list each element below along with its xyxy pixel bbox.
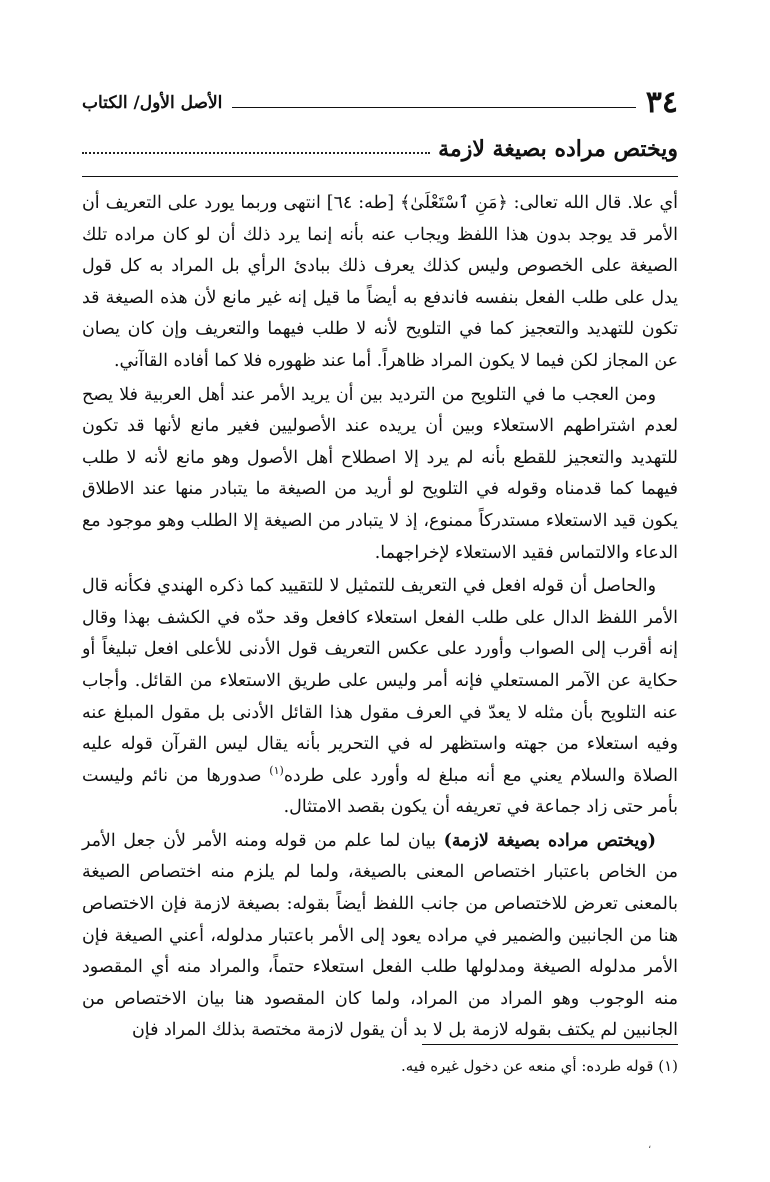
running-header	[82, 85, 678, 120]
header-rule	[232, 107, 635, 108]
main-text	[82, 188, 678, 1049]
paragraph-3-text-a: والحاصل أن قوله افعل في التعريف للتمثيل لا للتقييد كما ذكره الهندي فكأنه قال الأمر اللفظ الدال على طلب الفعل استعلاء كافعل وقد حدّه في الكشف بهذا وقال إنه أقرب إلى الصواب وأورد على عكس التعريف قول الأدنى للأعلى افعل تبليغاً أو حكاية عن الآمر المستعلي فإنه أمر وليس على طريق الاستعلاء من القائل. وأجاب عنه التلويح بأن مثله لا يعدّ في العرف مقول هذا القائل الأدنى بل مقول المبلغ عنه وفيه استعلاء من جهته واستظهر له في التحرير بأنه يقال ليس القرآن قوله عليه الصلاة والسلام يعني مع أنه مبلغ له وأورد على طرده	[82, 576, 678, 786]
dotted-leader	[82, 152, 430, 154]
footnote-reference[interactable]: (١)	[269, 763, 284, 777]
running-title: الأصل الأول/ الكتاب	[82, 93, 223, 113]
inline-lemma: (ويختص مراده بصيغة لازمة)	[443, 830, 656, 851]
page-mark: ،	[648, 1140, 652, 1151]
lemma-text: ويختص مراده بصيغة لازمة	[438, 136, 678, 162]
lemma-header	[82, 136, 678, 162]
paragraph-4	[82, 826, 678, 1047]
footnote: (١) قوله طرده: أي منعه عن دخول غيره فيه.	[401, 1057, 678, 1075]
paragraph-2: ومن العجب ما في التلويح من الترديد بين أن يريد الأمر عند أهل العربية فلا يصح لعدم اشتراطهم الاستعلاء وبين أن يريده عند الأصوليين فغير مانع لأنها قد تكون للتهديد والتعجيز للقطع بأنه لم يرد إلا اصطلاح أهل الأصول وهو مانع لأنه لا طلب فيهما كما قدمناه وقوله في التلويح لو أريد من الصيغة ما يتبادر منها عند الاطلاق يكون قيد الاستعلاء مستدركاً ممنوع، إذ لا يتبادر من الصيغة إلا الطلب وهو موجود مع الدعاء والالتماس فقيد الاستعلاء لإخراجهما.	[82, 384, 678, 563]
paragraph-3	[82, 571, 678, 824]
page-number: ٣٤	[645, 85, 678, 120]
paragraph-1: أي علا. قال الله تعالى: ﴿مَنِ ٱسْتَعْلَىٰ﴾ [طه: ٦٤] انتهى وربما يورد على التعريف أن الأمر قد يوجد بدون هذا اللفظ ويجاب عنه بأنه إنما يرد ذلك أن لو كان مراده تلك الصيغة على الخصوص وليس كذلك يعرف ذلك ببادئ الرأي بل المراد به كل قول يدل على طلب الفعل بنفسه فاندفع به أيضاً ما قيل إنه غير مانع لأن هذه الصيغة قد تكون للتهديد والتعجيز كما في التلويح لأنه لا طلب فيهما والتعريف وإن كان يصان عن المجاز لكن فيما لا يكون المراد ظاهراً. أما عند ظهوره فلا كما أفاده القاآني.	[82, 193, 679, 371]
paragraph-3-text-b: صدورها من نائم وليست بأمر حتى زاد جماعة في تعريفه أن يكون بقصد الامتثال.	[82, 765, 678, 818]
header-separator-rule	[82, 176, 678, 177]
footnote-rule	[422, 1044, 678, 1045]
paragraph-4-text: بيان لما علم من قوله ومنه الأمر لأن جعل الأمر من الخاص باعتبار اختصاص المعنى بالصيغة، ولما لم يلزم منه اختصاص الصيغة بالمعنى تعرض للاختصاص من جانب اللفظ أيضاً بقوله: بصيغة لازمة فإن الاختصاص هنا من الجانبين والضمير في مراده يعود إلى الأمر باعتبار مدلوله، أعني الصيغة فإن الأمر مدلوله الصيغة ومدلولها طلب الفعل استعلاء حتماً، والمراد منه أي المقصود منه الوجوب وهو المراد من المراد، ولما كان المقصود هنا بيان الاختصاص من الجانبين لم يكتف بقوله لازمة بل لا بد أن يقول لازمة مختصة بذلك المراد فإن	[82, 830, 678, 1041]
